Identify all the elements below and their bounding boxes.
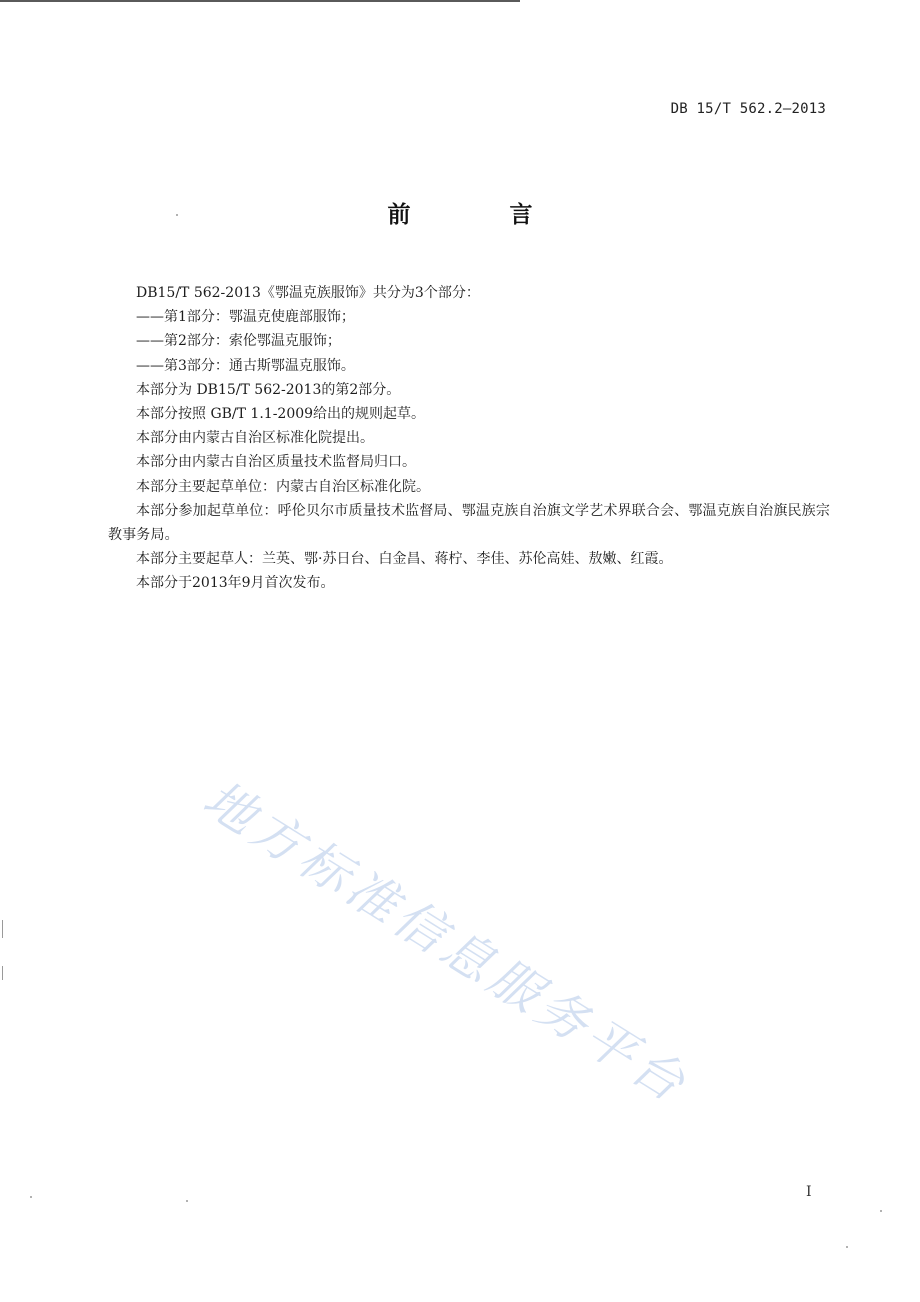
- paragraph-main-drafters: 本部分主要起草人：兰英、鄂·苏日台、白金昌、蒋柠、李佳、苏伦高娃、敖嫩、红霞。: [136, 551, 673, 568]
- scan-edge-mark: [2, 966, 3, 980]
- page-title: 前 言: [387, 202, 571, 228]
- page-number: I: [806, 1184, 812, 1200]
- scan-speck: [846, 1246, 848, 1248]
- paragraph-part-1: ——第1部分：鄂温克使鹿部服饰；: [136, 309, 355, 326]
- paragraph-administrator: 本部分由内蒙古自治区质量技术监督局归口。: [136, 454, 416, 471]
- paragraph-parts-intro: DB15/T 562-2013《鄂温克族服饰》共分为3个部分：: [136, 285, 480, 301]
- paragraph-part-3: ——第3部分：通古斯鄂温克服饰。: [136, 357, 355, 374]
- paragraph-this-part: 本部分为 DB15/T 562-2013的第2部分。: [136, 381, 401, 398]
- watermark-text: 地方标准信息服务平台: [193, 769, 700, 1116]
- scan-speck: [880, 1210, 882, 1212]
- paragraph-proposer: 本部分由内蒙古自治区标准化院提出。: [136, 430, 374, 447]
- scan-speck: [186, 1200, 188, 1202]
- scan-speck: [30, 1196, 32, 1198]
- paragraph-part-2: ——第2部分：索伦鄂温克服饰；: [136, 333, 341, 350]
- scan-top-edge-line: [0, 0, 520, 2]
- paragraph-release-date: 本部分于2013年9月首次发布。: [136, 575, 335, 592]
- paragraph-drafting-rules: 本部分按照 GB/T 1.1-2009给出的规则起草。: [136, 406, 426, 423]
- foreword-body: [108, 281, 830, 596]
- paragraph-main-drafting-unit: 本部分主要起草单位：内蒙古自治区标准化院。: [136, 478, 430, 495]
- document-code-header: DB 15/T 562.2—2013: [670, 101, 826, 117]
- scan-speck: [176, 214, 178, 216]
- paragraph-participating-units: 本部分参加起草单位：呼伦贝尔市质量技术监督局、鄂温克族自治旗文学艺术界联合会、鄂温克族自治旗民族宗教事务局。: [108, 502, 830, 544]
- scan-edge-mark: [2, 920, 3, 938]
